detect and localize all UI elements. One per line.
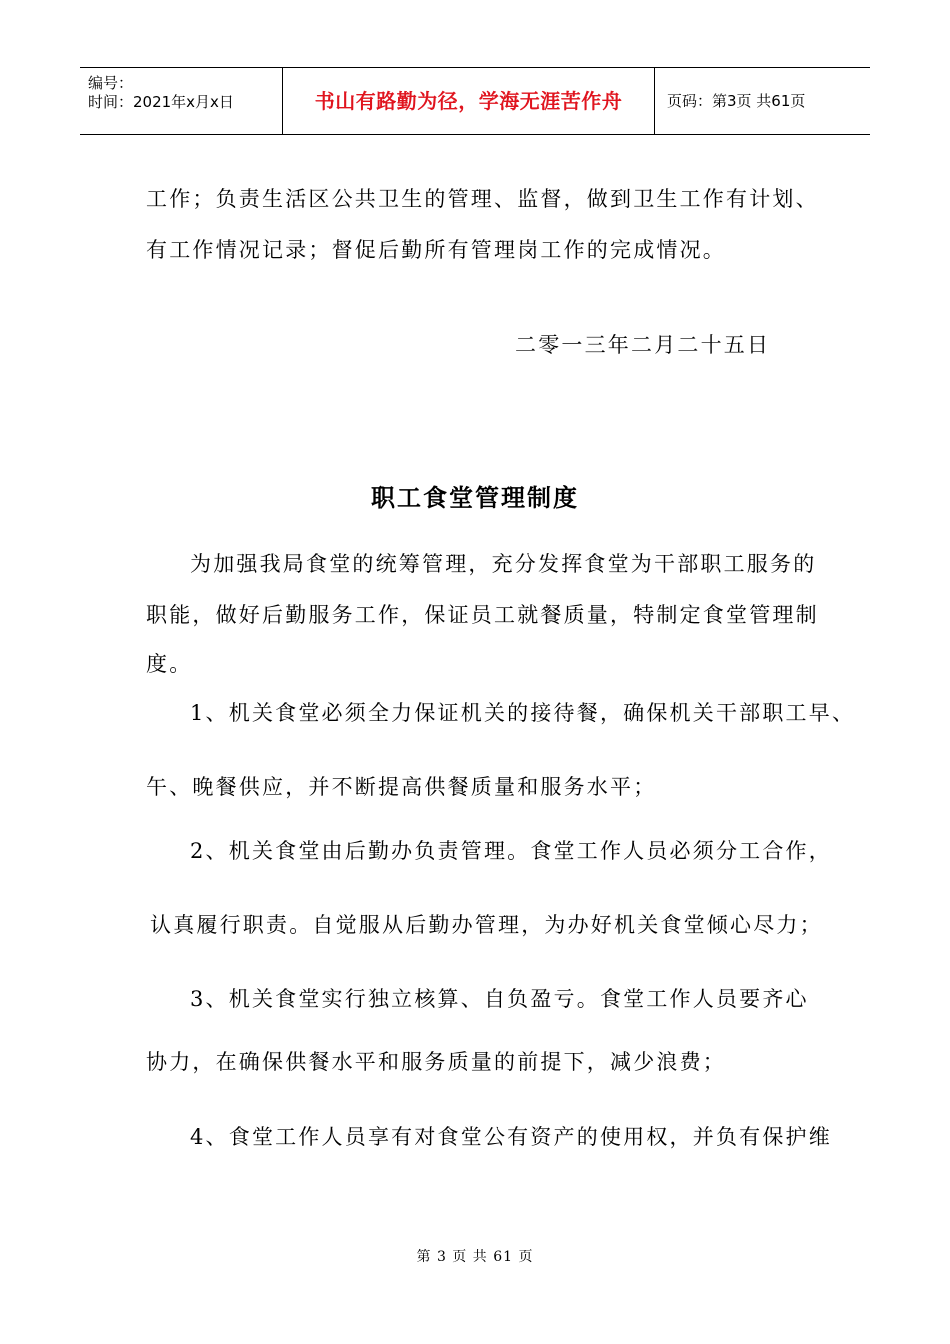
page-header [80,67,870,135]
rule-1-line-2: 午、晚餐供应，并不断提高供餐质量和服务水平； [146,775,657,799]
body-line-2: 有工作情况记录；督促后勤所有管理岗工作的完成情况。 [146,238,726,262]
rule-1-line-1: 1、机关食堂必须全力保证机关的接待餐，确保机关干部职工早、 [190,701,856,725]
document-date-label: 时间：2021年x月x日 [88,93,234,111]
rule-4-line-1: 4、食堂工作人员享有对食堂公有资产的使用权，并负有保护维 [190,1125,832,1149]
section-line-3: 度。 [146,652,193,676]
section-title: 职工食堂管理制度 [371,484,579,512]
section-line-2: 职能，做好后勤服务工作，保证员工就餐质量，特制定食堂管理制 [146,603,819,627]
rule-2-line-1: 2、机关食堂由后勤办负责管理。食堂工作人员必须分工合作， [190,839,832,863]
body-line-1: 工作；负责生活区公共卫生的管理、监督，做到卫生工作有计划、 [146,187,819,211]
document-number-label: 编号： [88,74,134,92]
header-meta-cell [80,68,283,134]
rule-3-line-1: 3、机关食堂实行独立核算、自负盈亏。食堂工作人员要齐心 [190,987,809,1011]
rule-3-line-2: 协力，在确保供餐水平和服务质量的前提下，减少浪费； [146,1050,726,1074]
page-footer: 第 3 页 共 61 页 [416,1249,534,1265]
header-motto: 书山有路勤为径，学海无涯苦作舟 [283,68,655,134]
signature-date: 二零一三年二月二十五日 [515,333,771,357]
rule-2-line-2: 认真履行职责。自觉服从后勤办管理，为办好机关食堂倾心尽力； [150,913,823,937]
section-line-1: 为加强我局食堂的统筹管理，充分发挥食堂为干部职工服务的 [190,552,817,576]
header-page-info: 页码：第3页 共61页 [667,92,806,110]
